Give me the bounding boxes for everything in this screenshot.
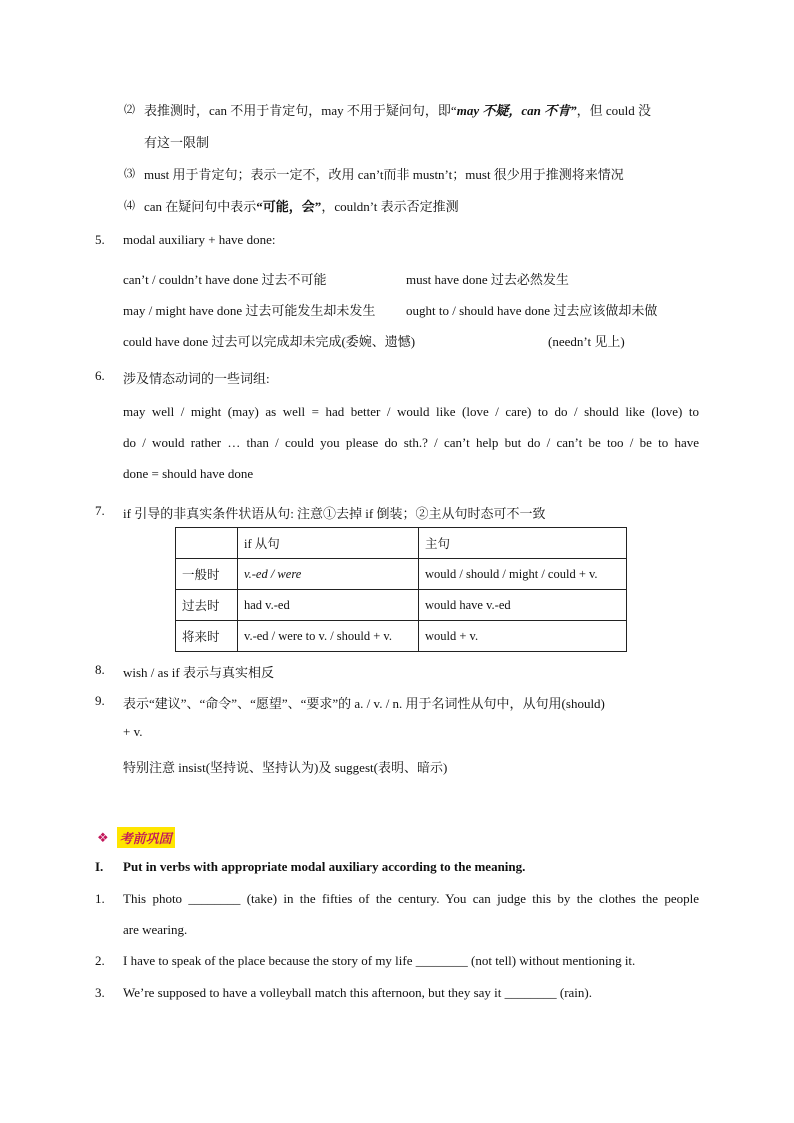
note-text: can 在疑问句中表示 — [144, 199, 257, 214]
exercise-number: 1. — [95, 891, 105, 906]
exercise-2: I have to speak of the place because the story of my life ________ (not tell) without mentioning it. — [123, 953, 636, 968]
note-quote: may 不疑，can 不肯” — [456, 103, 577, 118]
note-2-line-2: 有这一限制 — [144, 135, 210, 150]
table-row — [176, 621, 627, 652]
item-number: 5. — [95, 232, 105, 247]
item-5-row-3b: (needn’t 见上) — [548, 334, 625, 349]
table-cell: 一般时 — [176, 559, 238, 590]
item-5-row-1b: must have done 过去必然发生 — [406, 272, 569, 287]
table-cell: would have v.-ed — [419, 590, 627, 621]
table-cell: had v.-ed — [238, 590, 419, 621]
note-2-line-1 — [144, 100, 651, 119]
section-badge — [97, 827, 175, 848]
table-cell: 过去时 — [176, 590, 238, 621]
table-header: 主句 — [419, 528, 627, 559]
item-8-text: wish / as if 表示与真实相反 — [123, 665, 274, 680]
item-5-row-1a: can’t / couldn’t have done 过去不可能 — [123, 272, 327, 287]
table-row — [176, 559, 627, 590]
exercise-number: 2. — [95, 953, 105, 968]
section-number: I. — [95, 859, 104, 874]
table-cell: v.-ed / were — [238, 559, 419, 590]
item-6-line-3: done = should have done — [123, 466, 254, 481]
note-4 — [144, 196, 459, 215]
note-text: ，couldn’t 表示否定推测 — [321, 199, 459, 214]
item-5-row-2b: ought to / should have done 过去应该做却未做 — [406, 303, 658, 318]
table-cell — [176, 528, 238, 559]
table-cell: v.-ed / were to v. / should + v. — [238, 621, 419, 652]
item-6-line-2: do / would rather … than / could you please do sth.? / can’t help but do / can’t be too / be to have — [123, 435, 699, 450]
note-text: ，但 could 没 — [576, 103, 651, 118]
item-9-line-3: 特别注意 insist(坚持说、坚持认为)及 suggest(表明、暗示) — [123, 760, 448, 775]
table-cell: would / should / might / could + v. — [419, 559, 627, 590]
note-text: 表推测时，can 不用于肯定句，may 不用于疑问句，即“ — [144, 103, 457, 118]
table-row — [176, 528, 627, 559]
note-marker: ⑷ — [124, 200, 135, 212]
item-5-row-2a: may / might have done 过去可能发生却未发生 — [123, 303, 376, 318]
item-5-row-3a: could have done 过去可以完成却未完成(委婉、遗憾) — [123, 334, 416, 349]
diamond-bullet-icon: ❖ — [97, 829, 109, 845]
item-6-line-1: may well / might (may) as well = had better / would like (love / care) to do / should like (love) to — [123, 404, 699, 419]
item-number: 9. — [95, 693, 105, 708]
item-number: 8. — [95, 662, 105, 677]
table-row — [176, 590, 627, 621]
conditional-table — [175, 527, 627, 652]
table-cell: 将来时 — [176, 621, 238, 652]
note-marker: ⑵ — [124, 104, 135, 116]
note-quote: “可能，会” — [256, 199, 322, 214]
item-number: 7. — [95, 503, 105, 518]
exercise-1-line-1: This photo ________ (take) in the fifties of the century. You can judge this by the clothes the people — [123, 891, 699, 906]
note-3: must 用于肯定句；表示一定不，改用 can’t而非 mustn’t；must 很少用于推测将来情况 — [144, 167, 624, 182]
table-header: if 从句 — [238, 528, 419, 559]
note-marker: ⑶ — [124, 168, 135, 180]
table-cell: would + v. — [419, 621, 627, 652]
item-7-title: if 引导的非真实条件状语从句: 注意①去掉 if 倒装；②主从句时态可不一致 — [123, 506, 546, 521]
item-9-line-2: + v. — [123, 724, 143, 739]
item-number: 6. — [95, 368, 105, 383]
section-heading: Put in verbs with appropriate modal auxiliary according to the meaning. — [123, 859, 526, 874]
item-9-line-1: 表示“建议”、“命令”、“愿望”、“要求”的 a. / v. / n. 用于名词性从句中，从句用(should) — [123, 696, 605, 711]
exercise-1-line-2: are wearing. — [123, 922, 188, 937]
badge-label: 考前巩固 — [117, 827, 175, 848]
exercise-number: 3. — [95, 985, 105, 1000]
item-6-title: 涉及情态动词的一些词组: — [123, 371, 270, 386]
exercise-3: We’re supposed to have a volleyball match this afternoon, but they say it ________ (rain). — [123, 985, 592, 1000]
item-5-title: modal auxiliary + have done: — [123, 232, 276, 247]
